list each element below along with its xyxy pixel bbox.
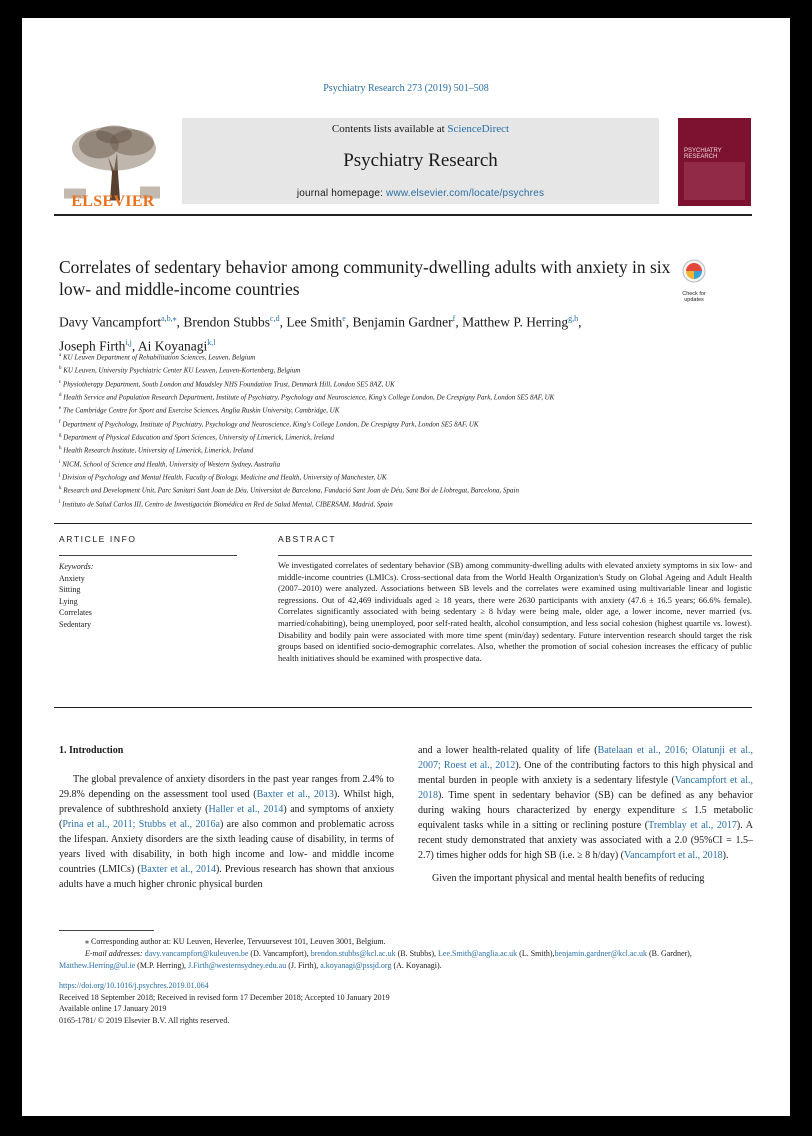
contents-line bbox=[182, 123, 659, 135]
journal-citation[interactable]: Psychiatry Research 273 (2019) 501–508 bbox=[323, 83, 489, 94]
homepage-link[interactable]: www.elsevier.com/locate/psychres bbox=[386, 188, 545, 199]
affiliation-key: k bbox=[59, 486, 62, 492]
affiliation bbox=[59, 470, 759, 483]
contents-prefix: Contents lists available at bbox=[331, 123, 448, 135]
paragraph: and a lower health-related quality of life (Batelaan et al., 2016; Olatunji et al., 2007; Roest et al., 2012). One of the contributing factors to this high physical and mental burden in people with anxiety is a sedentary lifestyle (Vancampfort et al., 2018). Time spent in sedentary behavior (SB) can be defined as any behavior during waking hours characterized by energy expenditure ≤ 1.5 metabolic equivalent tasks while in a sitting or reclining posture (Tremblay et al., 2017). A recent study demonstrated that anxiety was associated with a 2.0 (95%CI = 1.5–2.7) times higher odds for high SB (i.e. ≥ 8 h/day) (Vancampfort et al., 2018). bbox=[418, 745, 754, 861]
author-name[interactable]: Ai Koyanagi bbox=[137, 338, 208, 353]
citation-link[interactable]: Vancampfort et al., 2018 bbox=[624, 850, 723, 861]
affiliation-text: Department of Physical Education and Sport Sciences, University of Limerick, Limerick, Ireland bbox=[63, 433, 334, 442]
author-separator: , bbox=[345, 314, 353, 330]
crossmark-label: Check for updates bbox=[682, 291, 706, 303]
keywords-label: Keywords: bbox=[59, 562, 94, 571]
affiliation-key: g bbox=[59, 432, 62, 438]
affiliation bbox=[59, 430, 759, 443]
affiliation bbox=[59, 457, 759, 470]
affiliation bbox=[59, 363, 759, 376]
citation-link[interactable]: Baxter et al., 2014 bbox=[140, 864, 216, 875]
author-separator: , bbox=[279, 314, 287, 330]
email-link[interactable]: Lee.Smith@anglia.ac.uk bbox=[438, 949, 518, 958]
email-addresses bbox=[59, 948, 759, 972]
email-label: E-mail addresses: bbox=[85, 949, 143, 958]
keywords-block bbox=[59, 561, 93, 631]
abstract-heading: ABSTRACT bbox=[278, 534, 337, 544]
author-separator: , bbox=[176, 314, 184, 330]
email-owner: (J. Firth), bbox=[286, 961, 321, 970]
author-name[interactable]: Lee Smith bbox=[286, 314, 343, 330]
corresponding-author-note: ⁎ Corresponding author at: KU Leuven, Heverlee, Tervuursevest 101, Leuven 3001, Belgium. bbox=[85, 937, 386, 946]
check-for-updates-badge[interactable] bbox=[674, 258, 714, 303]
affiliation-text: The Cambridge Centre for Sport and Exercise Sciences, Anglia Ruskin University, Cambridge, UK bbox=[62, 406, 340, 415]
keyword: Lying bbox=[59, 596, 78, 606]
affiliation bbox=[59, 390, 759, 403]
author-affiliation-marker[interactable]: e bbox=[342, 314, 346, 323]
author-affiliation-marker[interactable]: i,j bbox=[125, 337, 132, 347]
homepage-prefix: journal homepage: bbox=[296, 188, 387, 199]
affiliation bbox=[59, 377, 759, 390]
affiliation-text: NICM, School of Science and Health, University of Western Sydney, Australia bbox=[62, 459, 281, 468]
email-owner: (L. Smith), bbox=[517, 949, 555, 958]
affiliation-key: c bbox=[59, 379, 62, 385]
affiliation bbox=[59, 483, 759, 496]
author-affiliation-marker[interactable]: f bbox=[452, 314, 456, 323]
citation-link[interactable]: Baxter et al., 2013 bbox=[256, 789, 334, 800]
affiliation-text: KU Leuven, University Psychiatric Center KU Leuven, Leuven-Kortenberg, Belgium bbox=[63, 366, 301, 375]
affiliation bbox=[59, 443, 759, 456]
email-link[interactable]: a.koyanagi@pssjd.org bbox=[320, 961, 392, 970]
publisher-name: ELSEVIER bbox=[71, 193, 155, 210]
body-column-left bbox=[59, 743, 394, 892]
affiliation-text: Health Service and Population Research Department, Institute of Psychiatry, Psychology and Neuroscience, King's College London, De Crespigny Park, London SE5 8AF, UK bbox=[63, 393, 555, 402]
received-dates: Received 18 September 2018; Received in revised form 17 December 2018; Accepted 10 January 2019 bbox=[59, 992, 390, 1002]
email-owner: (A. Koyanagi). bbox=[391, 961, 442, 970]
author-affiliation-marker[interactable]: c,d bbox=[270, 314, 280, 323]
affiliation-list bbox=[59, 350, 759, 510]
section-heading-introduction: 1. Introduction bbox=[59, 745, 124, 756]
abstract-end-rule bbox=[54, 707, 752, 708]
author-name[interactable]: Benjamin Gardner bbox=[352, 314, 453, 330]
citation-link[interactable]: Batelaan et al., 2016; Olatunji et al., 2007; Roest et al., 2012 bbox=[418, 745, 754, 771]
affiliation-key: l bbox=[59, 499, 61, 505]
citation-link[interactable]: Prina et al., 2011; Stubbs et al., 2016a bbox=[62, 819, 220, 830]
affiliation-text: KU Leuven Department of Rehabilitation Sciences, Leuven, Belgium bbox=[62, 353, 256, 362]
doi-link[interactable]: https://doi.org/10.1016/j.psychres.2019.01.064 bbox=[59, 981, 209, 990]
author-name[interactable]: Davy Vancampfort bbox=[59, 314, 162, 330]
author-separator: , bbox=[455, 314, 463, 330]
author-separator: , bbox=[578, 314, 582, 330]
affiliation-text: Instituto de Salud Carlos III, Centro de Investigación Biomédica en Red de Salud Mental, CIBERSAM, Madrid, Spain bbox=[62, 499, 393, 508]
copyright: 0165-1781/ © 2019 Elsevier B.V. All rights reserved. bbox=[59, 1016, 230, 1026]
article-page bbox=[22, 18, 790, 1116]
email-owner: (B. Gardner), bbox=[646, 949, 692, 958]
affiliation-text: Department of Psychology, Institute of Psychiatry, Psychology and Neuroscience, King's College London, De Crespigny Park, London SE5 8AF, UK bbox=[62, 419, 479, 428]
affiliation-text: Research and Development Unit, Parc Sanitari Sant Joan de Déu, Universitat de Barcelona, Fundació Sant Joan de Déu, Sant Boi de Llobregat, Barcelona, Spain bbox=[63, 486, 520, 495]
paragraph: The global prevalence of anxiety disorders in the past year ranges from 2.4% to 29.8% depending on the assessment tool used (Baxter et al., 2013). Whilst high, prevalence of subthreshold anxiety (Haller et al., 2014) and symptoms of anxiety (Prina et al., 2011; Stubbs et al., 2016a) are also common and problematic across the lifespan. Anxiety disorders are the sixth leading cause of disability, in terms of years lived with disability, in both high income and low- and middle income countries (LMICs) (Baxter et al., 2014). Previous research has shown that anxious adults have a much higher chronic physical burden bbox=[59, 774, 395, 890]
abstract-text: We investigated correlates of sedentary behavior (SB) among community-dwelling adults with elevated anxiety symptoms in six low- and middle-income countries (LMICs). Cross-sectional data from the World Health Organization's Study on Global Ageing and Adult Health (2007–2010) were analyzed. Associations between SB levels and the correlates were examined using multivariable linear and logistic regressions. Out of 42,469 individuals aged ≥ 18 years, there were 2630 participants with anxiety (47.6 ± 16.5 years; 66.6% female). Correlates significantly associated with being sedentary ≥ 8 h/day were being male, older age, a lower income, never married (vs. married/cohabiting), being unemployed, poor self-rated health, alcohol consumption, and less social cohesion (highest quartile vs. lowest). Disability and bodily pain were associated with more time spent (min/day) sedentary. Future intervention research should target the risk groups based on identified socio-demographic correlates. Also, whether the promotion of social cohesion increases the efficacy of public health initiatives should be examined with prospective data. bbox=[278, 560, 752, 663]
publication-info bbox=[59, 980, 759, 1027]
citation-link[interactable]: Vancampfort et al., 2018 bbox=[418, 775, 753, 801]
affiliation-key: h bbox=[59, 446, 62, 452]
affiliation-text: Division of Psychology and Mental Health, Faculty of Biology, Medicine and Health, University of Manchester, UK bbox=[62, 473, 387, 482]
journal-header-box bbox=[182, 118, 659, 204]
email-owner: (M.P. Herring), bbox=[135, 961, 189, 970]
author-name[interactable]: Brendon Stubbs bbox=[183, 314, 271, 330]
author-list bbox=[59, 309, 699, 356]
email-link[interactable]: davy.vancampfort@kuleuven.be bbox=[144, 949, 249, 958]
email-link[interactable]: Matthew.Herring@ul.ie bbox=[59, 961, 136, 970]
email-link[interactable]: J.Firth@westernsydney.edu.au bbox=[188, 961, 287, 970]
homepage-line bbox=[182, 188, 659, 199]
keyword: Sitting bbox=[59, 585, 81, 595]
affiliation-key: a bbox=[59, 353, 62, 358]
keyword: Correlates bbox=[59, 608, 92, 618]
body-column-right bbox=[418, 743, 753, 886]
cover-title: PSYCHIATRY RESEARCH bbox=[684, 148, 722, 160]
journal-cover-image bbox=[678, 118, 751, 206]
email-owner: (D. Vancampfort), bbox=[248, 949, 311, 958]
keyword: Anxiety bbox=[59, 573, 85, 583]
affiliation bbox=[59, 417, 759, 430]
footnotes bbox=[59, 936, 759, 972]
email-owner: (B. Stubbs), bbox=[395, 949, 439, 958]
affiliation-key: e bbox=[59, 406, 62, 412]
affiliation bbox=[59, 403, 759, 416]
citation-link[interactable]: Tremblay et al., 2017 bbox=[648, 820, 737, 831]
author-affiliation-marker[interactable]: g,h bbox=[568, 314, 579, 323]
author-affiliation-marker[interactable]: k,l bbox=[207, 337, 216, 347]
affiliation bbox=[59, 350, 759, 363]
affiliation-key: d bbox=[59, 392, 62, 398]
header-rule bbox=[54, 214, 752, 216]
keyword: Sedentary bbox=[59, 619, 91, 629]
affiliation bbox=[59, 497, 759, 510]
section-rule bbox=[54, 523, 752, 524]
journal-title: Psychiatry Research bbox=[343, 150, 498, 171]
author-separator: , bbox=[131, 338, 138, 353]
email-link[interactable]: brendon.stubbs@kcl.ac.uk bbox=[310, 949, 396, 958]
footnote-rule bbox=[59, 930, 154, 931]
affiliation-key: f bbox=[59, 419, 61, 425]
author-name[interactable]: Joseph Firth bbox=[59, 338, 126, 353]
affiliation-key: b bbox=[59, 366, 62, 372]
affiliation-text: Health Research Institute, University of Limerick, Limerick, Ireland bbox=[63, 446, 254, 455]
author-affiliation-marker[interactable]: a,b,⁎ bbox=[161, 314, 177, 323]
crossmark-icon bbox=[674, 258, 714, 286]
article-info-rule bbox=[59, 555, 237, 556]
article-title: Correlates of sedentary behavior among community-dwelling adults with anxiety in six low- and middle-income countries bbox=[59, 257, 671, 299]
citation-link[interactable]: Haller et al., 2014 bbox=[208, 804, 284, 815]
article-info-heading: ARTICLE INFO bbox=[59, 534, 137, 544]
affiliation-text: Physiotherapy Department, South London and Maudsley NHS Foundation Trust, Denmark Hill, London SE5 8AZ, UK bbox=[62, 379, 395, 388]
abstract-rule bbox=[278, 555, 752, 556]
author-name[interactable]: Matthew P. Herring bbox=[462, 314, 569, 330]
email-link[interactable]: benjamin.gardner@kcl.ac.uk bbox=[554, 949, 647, 958]
available-online: Available online 17 January 2019 bbox=[59, 1004, 167, 1014]
affiliation-key: j bbox=[59, 472, 61, 478]
sciencedirect-link[interactable]: ScienceDirect bbox=[447, 123, 510, 135]
affiliation-key: i bbox=[59, 459, 61, 465]
paragraph: Given the important physical and mental health benefits of reducing bbox=[432, 873, 705, 884]
